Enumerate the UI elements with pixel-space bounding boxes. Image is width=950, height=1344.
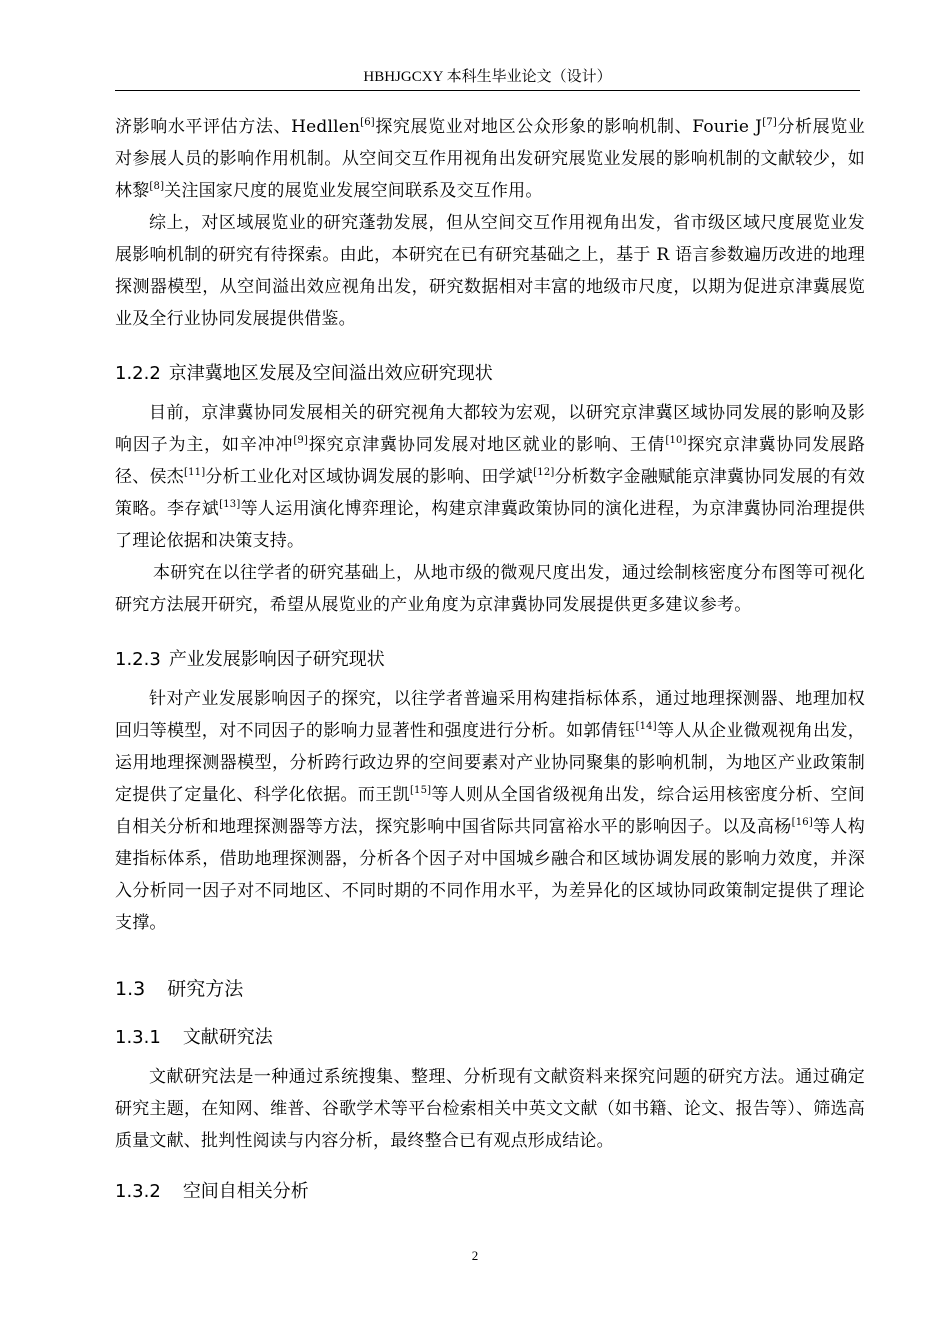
page-number: 2 bbox=[471, 1248, 479, 1263]
running-header: HBHJGCXY 本科生毕业论文（设计） bbox=[115, 66, 860, 91]
paragraph-3 bbox=[115, 397, 865, 557]
heading-text: 产业发展影响因子研究现状 bbox=[168, 649, 385, 670]
citation-ref: [15] bbox=[409, 785, 432, 796]
heading-text: 研究方法 bbox=[167, 978, 244, 1000]
paragraph-1 bbox=[115, 111, 865, 207]
heading-number: 1.2.3 bbox=[115, 649, 161, 670]
text-run: 济影响水平评估方法、Hedllen bbox=[115, 117, 361, 137]
text-run: 探究京津冀协同发展对地区就业的影响、王倩 bbox=[308, 435, 666, 455]
citation-ref: [10] bbox=[665, 435, 687, 446]
citation-ref: [16] bbox=[791, 817, 813, 828]
heading-number: 1.3.1 bbox=[115, 1027, 161, 1048]
text-run: 针对产业发展影响因子的探究，以往学者普遍采用构建指标体系，通过地理探测器、地理加权回归等模型，对不同因子的影响力显著性和强度进行分析。如郭倩钰 bbox=[115, 689, 865, 741]
citation-ref: [14] bbox=[635, 721, 657, 732]
text-run: 分析数字金融赋能京津冀协同发展的有效策略。李存斌 bbox=[115, 467, 865, 519]
heading-text: 京津冀地区发展及空间溢出效应研究现状 bbox=[168, 363, 493, 384]
citation-ref: [7] bbox=[762, 117, 777, 128]
paragraph-4: 本研究在以往学者的研究基础上，从地市级的微观尺度出发，通过绘制核密度分布图等可视化研究方法展开研究，希望从展览业的产业角度为京津冀协同发展提供更多建议参考。 bbox=[115, 563, 865, 615]
text-run: 等人则从全国省级视角出发，综合运用核密度分析、空间自相关分析和地理探测器等方法，探究影响中国省际共同富裕水平的影响因子。以及高杨 bbox=[115, 785, 865, 837]
text-run: 分析工业化对区域协调发展的影响、田学斌 bbox=[205, 467, 534, 487]
section-heading-1-2-3 bbox=[115, 647, 865, 673]
text-run: 探究京津冀协同发展路径、侯杰 bbox=[115, 435, 866, 487]
section-heading-1-3 bbox=[115, 975, 865, 1003]
citation-ref: [13] bbox=[219, 499, 241, 510]
page-content bbox=[115, 111, 865, 1205]
heading-text: 文献研究法 bbox=[182, 1027, 273, 1048]
citation-ref: [12] bbox=[533, 467, 555, 478]
text-run: 关注国家尺度的展览业发展空间联系及交互作用。 bbox=[164, 181, 543, 201]
heading-number: 1.2.2 bbox=[115, 363, 161, 384]
citation-ref: [8] bbox=[149, 181, 165, 192]
heading-number: 1.3.2 bbox=[115, 1181, 161, 1202]
heading-number: 1.3 bbox=[115, 978, 146, 1000]
text-run: 等人运用演化博弈理论，构建京津冀政策协同的演化进程，为京津冀协同治理提供了理论依据和决策支持。 bbox=[115, 499, 866, 551]
heading-text: 空间自相关分析 bbox=[182, 1181, 309, 1202]
citation-ref: [9] bbox=[293, 435, 309, 446]
paragraph-5 bbox=[115, 683, 865, 939]
paragraph-2: 综上，对区域展览业的研究蓬勃发展，但从空间交互作用视角出发，省市级区域尺度展览业发展影响机制的研究有待探索。由此，本研究在已有研究基础之上，基于 R 语言参数遍历改进的地理探测器模型，从空间溢出效应视角出发，研究数据相对丰富的地级市尺度，以期为促进京津冀展览业及全行业协同发展提供借鉴。 bbox=[115, 213, 865, 329]
citation-ref: [11] bbox=[184, 467, 206, 478]
section-heading-1-2-2 bbox=[115, 361, 865, 387]
text-run: 探究展览业对地区公众形象的影响机制、Fourie J bbox=[374, 117, 763, 137]
citation-ref: [6] bbox=[360, 117, 375, 128]
text-run: 分析展览业对参展人员的影响作用机制。从空间交互作用视角出发研究展览业发展的影响机制的文献较少，如林黎 bbox=[115, 117, 865, 201]
text-run: 等人构建指标体系，借助地理探测器，分析各个因子对中国城乡融合和区域协调发展的影响力效度，并深入分析同一因子对不同地区、不同时期的不同作用水平，为差异化的区域协同政策制定提供了理论支撑。 bbox=[115, 817, 865, 933]
text-run: 等人从企业微观视角出发，运用地理探测器模型，分析跨行政边界的空间要素对产业协同聚集的影响机制，为地区产业政策制定提供了定量化、科学化依据。而王凯 bbox=[115, 721, 866, 805]
section-heading-1-3-2 bbox=[115, 1179, 865, 1205]
text-run: 目前，京津冀协同发展相关的研究视角大都较为宏观，以研究京津冀区域协同发展的影响及影响因子为主，如辛冲冲 bbox=[115, 403, 865, 455]
section-heading-1-3-1 bbox=[115, 1025, 865, 1051]
paragraph-6: 文献研究法是一种通过系统搜集、整理、分析现有文献资料来探究问题的研究方法。通过确定研究主题，在知网、维普、谷歌学术等平台检索相关中英文文献（如书籍、论文、报告等）、筛选高质量文献、批判性阅读与内容分析，最终整合已有观点形成结论。 bbox=[115, 1067, 865, 1151]
